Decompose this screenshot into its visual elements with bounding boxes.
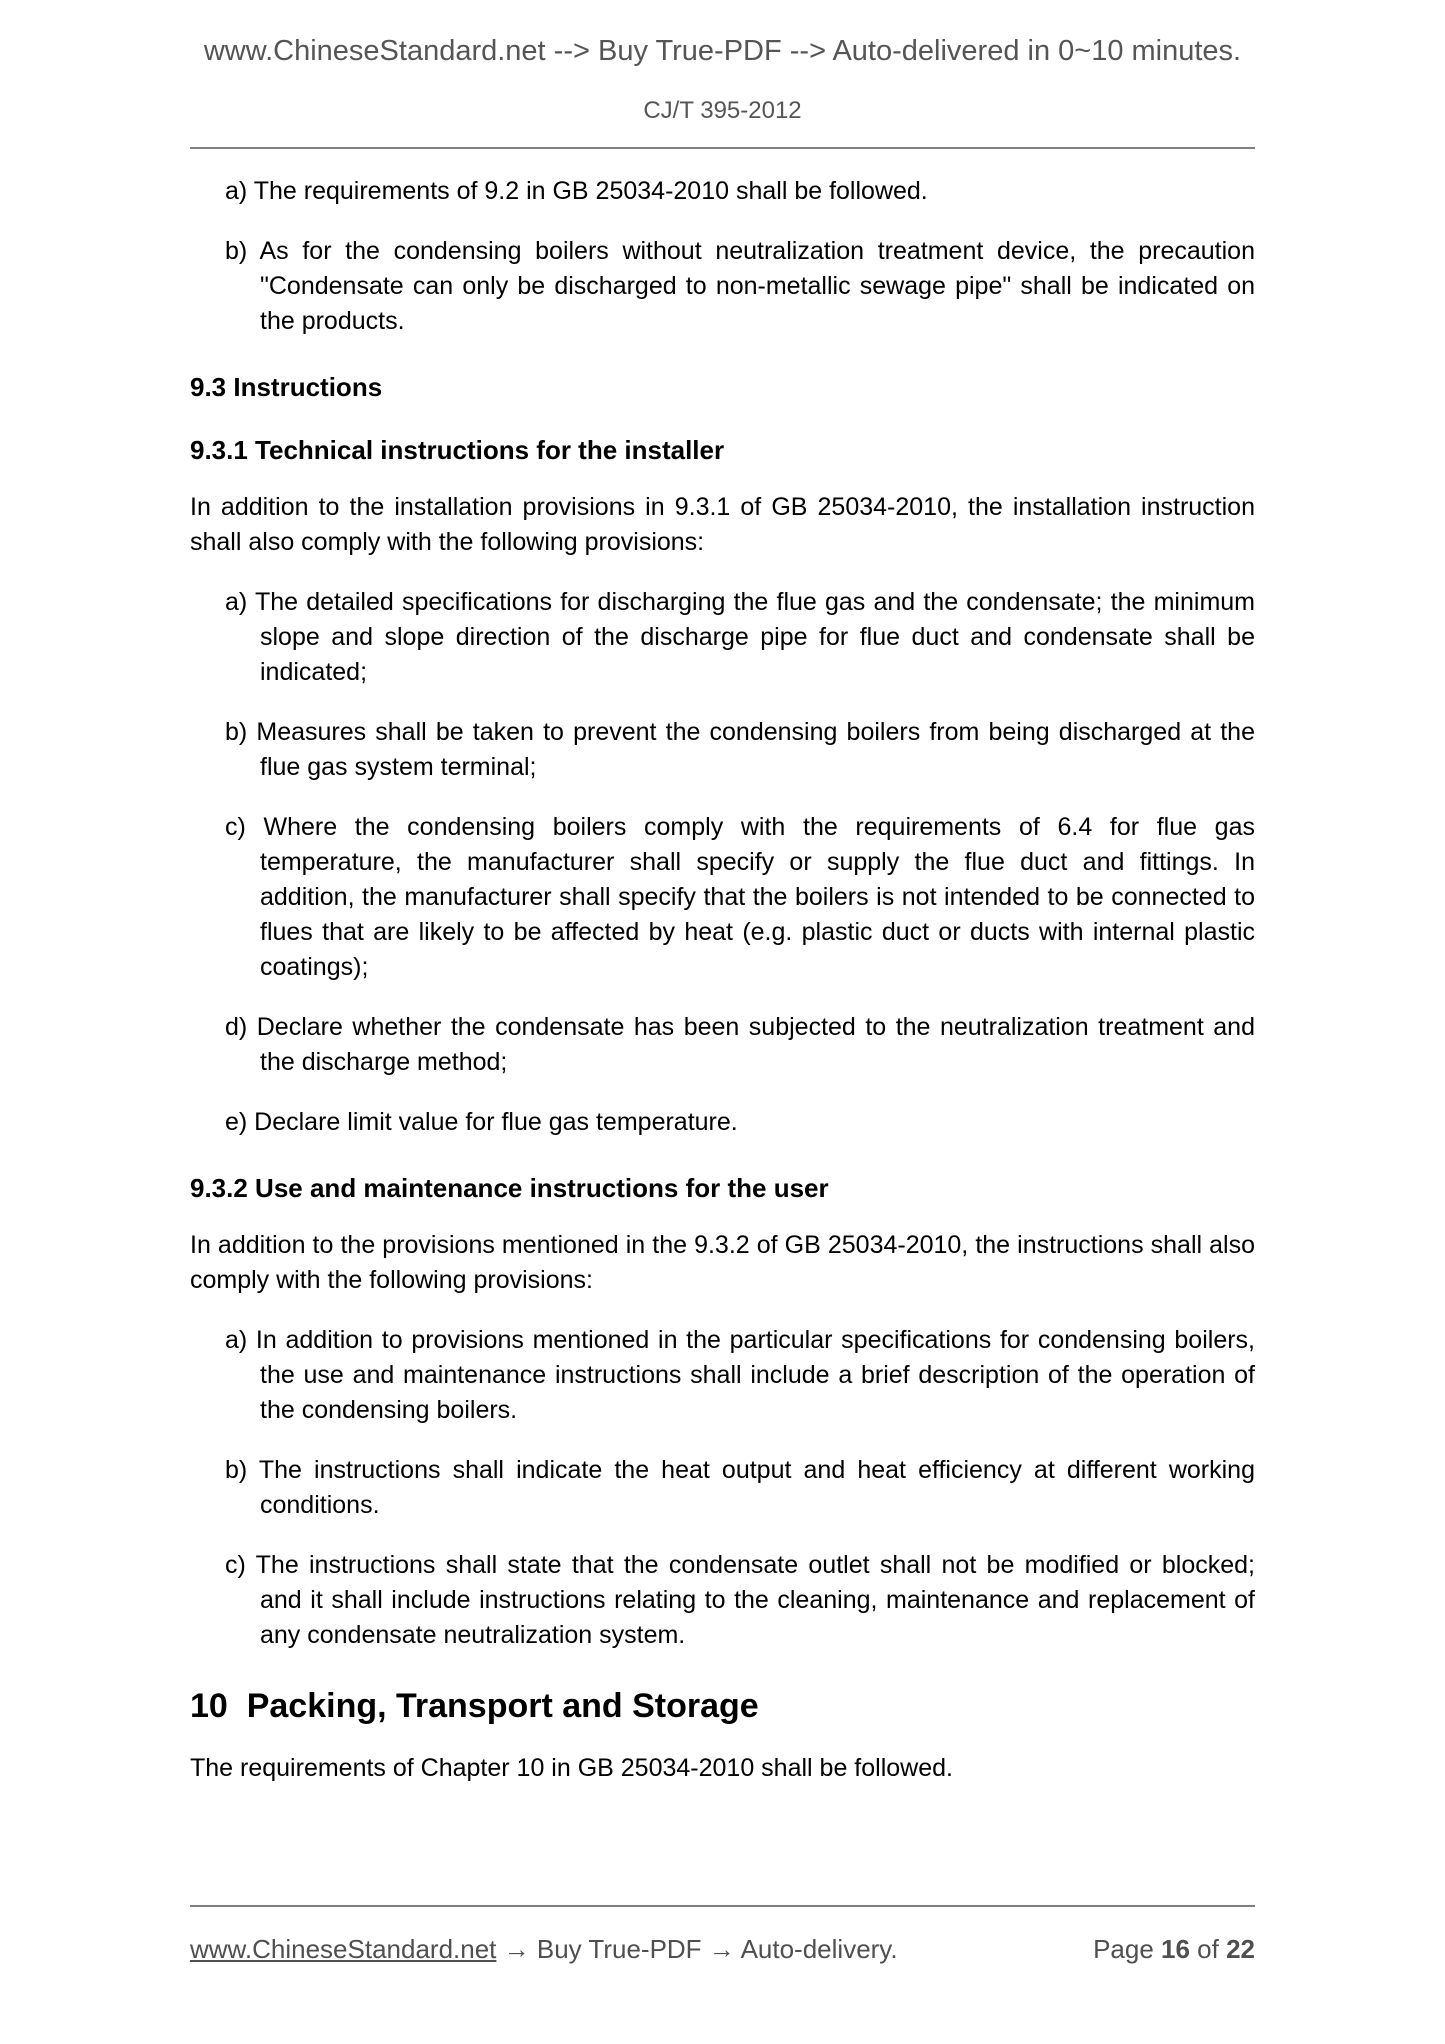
page-footer [190,1905,1255,1965]
header-rule [190,147,1255,149]
list-item-e-installer: e) Declare limit value for flue gas temperature. [225,1108,738,1136]
page-of: of [1189,1934,1227,1964]
document-content [190,174,1255,1786]
footer-page-indicator [1093,1933,1255,1965]
footer-link[interactable]: www.ChineseStandard.net [190,1934,497,1964]
footer-site-line [190,1933,898,1965]
list-item-c-user: c) The instructions shall state that the condensate outlet shall not be modified or blocked; and it shall include instructions relating to the cleaning, maintenance and replacement of any condensate neutralization system. [225,1551,1255,1649]
list-item-b-installer: b) Measures shall be taken to prevent the condensing boilers from being discharged at the flue gas system terminal; [225,718,1255,781]
list-item-b-user: b) The instructions shall indicate the heat output and heat efficiency at different working conditions. [225,1456,1255,1519]
section-heading-9-3-1: 9.3.1 Technical instructions for the installer [190,435,725,465]
footer-row [190,1933,1255,1965]
footer-tagline: → Buy True-PDF → Auto-delivery. [496,1934,898,1964]
footer-rule [190,1905,1255,1907]
list-item-a-installer: a) The detailed specifications for discharging the flue gas and the condensate; the minimum slope and slope direction of the discharge pipe for flue duct and condensate shall be indicated; [225,588,1255,686]
list-item-a-marking: a) The requirements of 9.2 in GB 25034-2010 shall be followed. [225,177,928,205]
section-heading-9-3: 9.3 Instructions [190,372,383,402]
header-url-line: www.ChineseStandard.net --> Buy True-PDF --> Auto-delivered in 0~10 minutes. [203,35,1242,67]
page-current: 16 [1161,1934,1190,1964]
list-item-d-installer: d) Declare whether the condensate has been subjected to the neutralization treatment and the discharge method; [225,1013,1255,1076]
list-item-c-installer: c) Where the condensing boilers comply with the requirements of 6.4 for flue gas temperature, the manufacturer shall specify or supply the flue duct and fittings. In addition, the manufacturer shall specify that the boilers is not intended to be connected to flues that are likely to be affected by heat (e.g. plastic duct or ducts with internal plastic coatings); [225,813,1255,981]
paragraph-chapter-10: The requirements of Chapter 10 in GB 25034-2010 shall be followed. [190,1754,953,1782]
page-label: Page [1093,1934,1162,1964]
paragraph-user-intro: In addition to the provisions mentioned in the 9.3.2 of GB 25034-2010, the instructions shall also comply with the following provisions: [190,1231,1255,1294]
doc-number: CJ/T 395-2012 [643,97,802,124]
chapter-heading-10: 10 Packing, Transport and Storage [190,1687,759,1725]
page-total: 22 [1226,1934,1255,1964]
list-item-b-marking: b) As for the condensing boilers without neutralization treatment device, the precaution "Condensate can only be discharged to non-metallic sewage pipe" shall be indicated on the products. [225,237,1255,335]
section-heading-9-3-2: 9.3.2 Use and maintenance instructions for the user [190,1173,829,1203]
paragraph-installer-intro: In addition to the installation provisions in 9.3.1 of GB 25034-2010, the installation instruction shall also comply with the following provisions: [190,493,1255,556]
list-item-a-user: a) In addition to provisions mentioned in the particular specifications for condensing boilers, the use and maintenance instructions shall include a brief description of the operation of the condensing boilers. [225,1326,1255,1424]
